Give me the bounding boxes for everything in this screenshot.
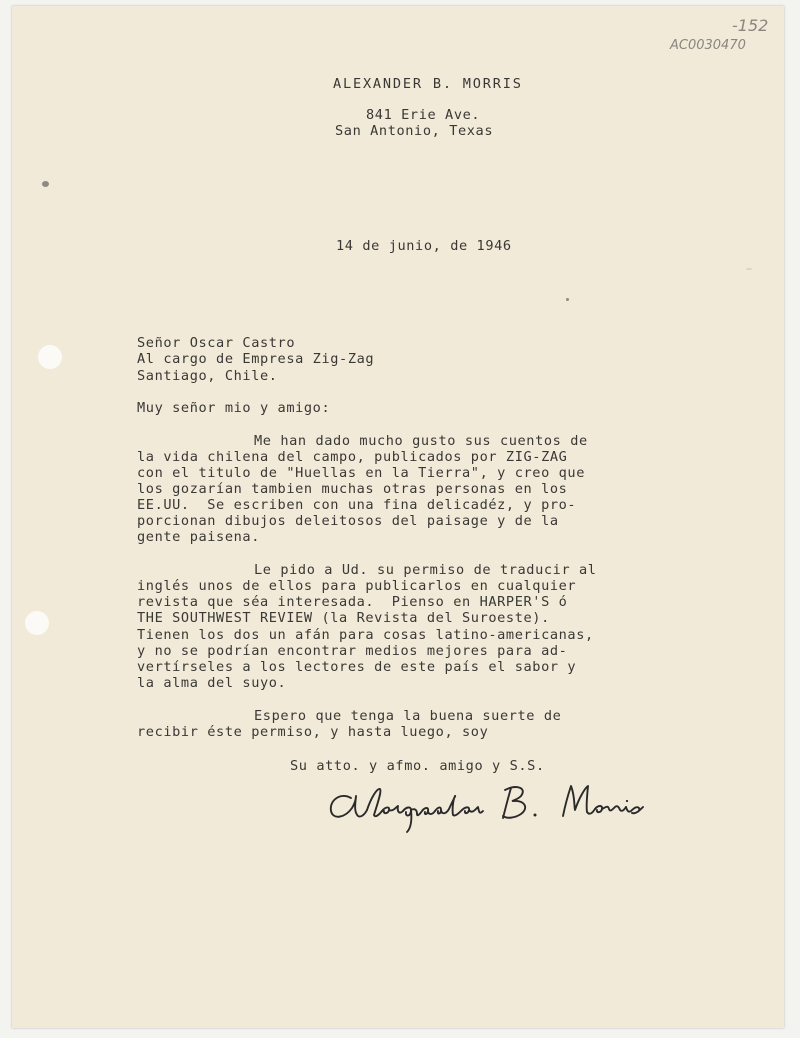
letter-date: 14 de junio, de 1946	[336, 238, 512, 254]
paragraph-line: THE SOUTHWEST REVIEW (la Revista del Suroeste).	[137, 610, 550, 626]
handwritten-signature	[325, 778, 675, 838]
salutation: Muy señor mio y amigo:	[137, 400, 331, 416]
paragraph-line: la alma del suyo.	[137, 675, 287, 691]
paragraph-line: vertírseles a los lectores de este país el sabor y	[137, 659, 577, 675]
paragraph-line: porcionan dibujos deleitosos del paisage y de la	[137, 513, 559, 529]
recipient-line3: Santiago, Chile.	[137, 368, 278, 384]
paper-speck	[566, 298, 569, 301]
paper-speck	[42, 181, 49, 187]
paragraph-line: inglés unos de ellos para publicarlos en cualquier	[137, 578, 577, 594]
paragraph-line: recibir éste permiso, y hasta luego, soy	[137, 724, 489, 740]
letterhead-address-line2: San Antonio, Texas	[335, 123, 494, 139]
paragraph-line: revista que séa interesada. Pienso en HARPER'S ó	[137, 594, 568, 610]
paragraph-line: Tienen los dos un afán para cosas latino-americanas,	[137, 627, 594, 643]
paragraph-line: Espero que tenga la buena suerte de	[254, 708, 562, 724]
paragraph-line: gente paisena.	[137, 529, 260, 545]
recipient-line1: Señor Oscar Castro	[137, 335, 296, 351]
punch-hole	[38, 345, 62, 369]
paper-speck	[746, 268, 752, 270]
closing: Su atto. y afmo. amigo y S.S.	[290, 758, 545, 774]
paragraph-line: y no se podrían encontrar medios mejores para ad-	[137, 643, 568, 659]
archive-page-number: -152	[732, 16, 769, 35]
letterhead-name: ALEXANDER B. MORRIS	[333, 76, 523, 92]
paragraph-line: los gozarían tambien muchas otras personas en los	[137, 481, 568, 497]
archive-catalog-id: AC0030470	[670, 38, 746, 53]
paragraph-line: la vida chilena del campo, publicados por ZIG-ZAG	[137, 449, 568, 465]
paragraph-line: EE.UU. Se escriben con una fina delicadéz, y pro-	[137, 497, 577, 513]
paragraph-line: Le pido a Ud. su permiso de traducir al	[254, 562, 597, 578]
punch-hole	[25, 611, 49, 635]
paragraph-line: Me han dado mucho gusto sus cuentos de	[254, 433, 588, 449]
letterhead-address-line1: 841 Erie Ave.	[366, 107, 481, 123]
recipient-line2: Al cargo de Empresa Zig-Zag	[137, 351, 375, 367]
paragraph-line: con el titulo de "Huellas en la Tierra", y creo que	[137, 465, 585, 481]
